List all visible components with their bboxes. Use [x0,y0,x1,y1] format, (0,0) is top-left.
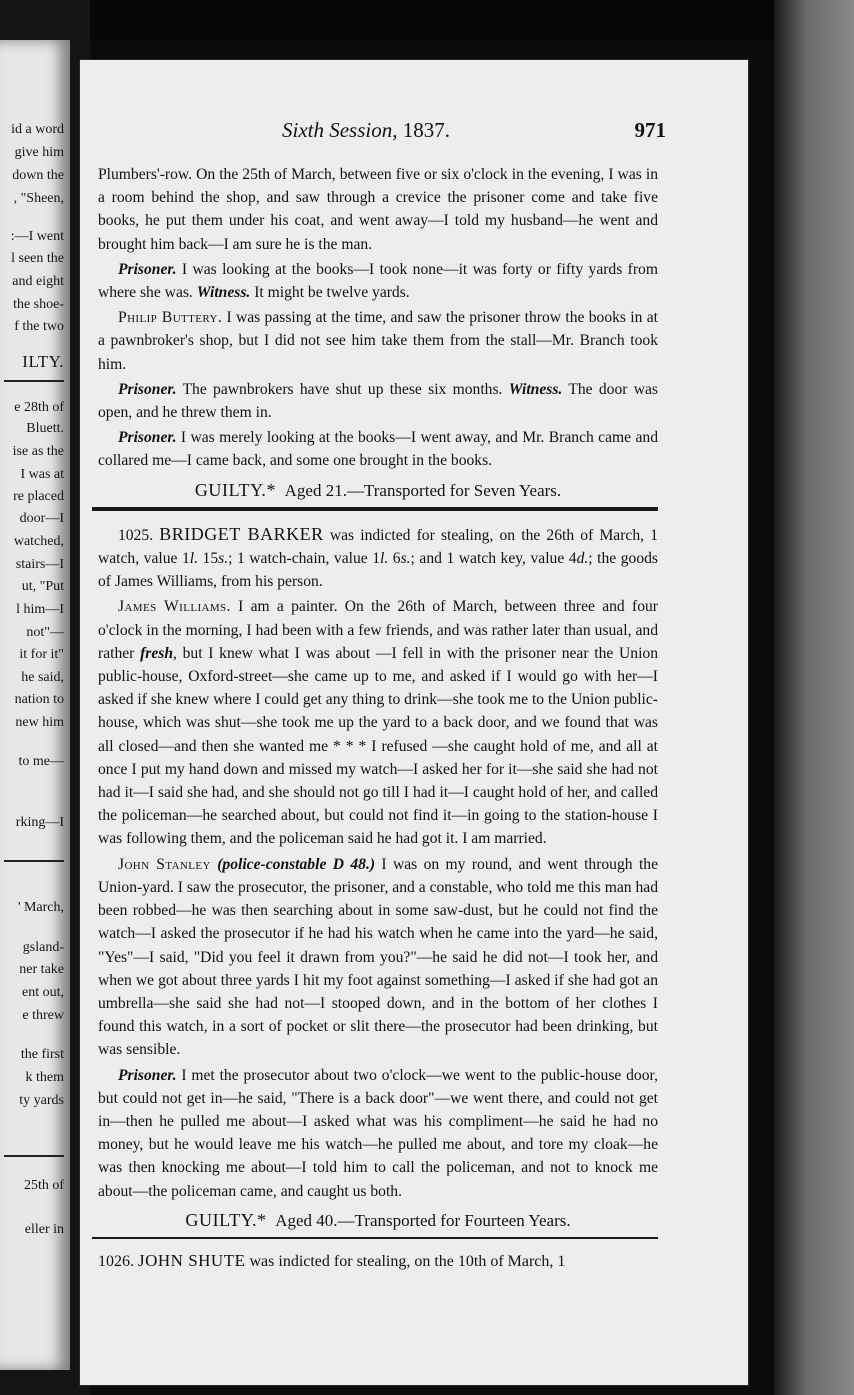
left-page-text-fragment: re placed [13,489,64,504]
paragraph-prisoner: Prisoner. The pawnbrokers have shut up these six months. Witness. The door was open, and he threw them in. [98,380,659,422]
page-header [80,118,748,148]
left-page-text-fragment: it for it" [19,647,64,662]
left-page-text-fragment: door—I [19,511,64,526]
right-background [774,0,854,1395]
left-page-text-fragment: ty yards [19,1093,64,1108]
paragraph-testimony: Plumbers'-row. On the 25th of March, between five or six o'clock in the evening, I was in a room behind the shop, and saw through a crevice the prisoner come and take five books, he put them under his coat, and went away—I told my husband—he went and brought him back—I am sure he is the man. [98,166,658,253]
left-page-text-fragment: he said, [21,670,64,685]
left-page-text-fragment: 25th of [23,1178,64,1193]
top-shadow [0,0,854,40]
left-page-text-fragment: , "Sheen, [13,191,64,206]
left-page-text-fragment: ' March, [17,900,64,915]
left-page-text-fragment: f the two [14,319,64,334]
running-head: Sixth Session, 1837. [282,118,450,142]
left-page-text-fragment: Bluett. [26,421,64,436]
paragraph-prisoner: Prisoner. I was merely looking at the books—I went away, and Mr. Branch came and collared me—I came back, and some one brought in the books. [98,429,658,470]
left-page-fragment [0,40,70,1370]
paragraph-witness-buttery: Philip Buttery. I was passing at the time, and saw the prisoner throw the books in at a pawnbroker's shop, but I did not see him take them from the stall—Mr. Branch took him. [98,309,658,373]
left-page-text-fragment: gsland- [22,940,64,955]
left-page-text-fragment: :—I went [10,229,64,244]
paragraph-witness-williams: James Williams. I am a painter. On the 26th of March, between three and four o'clock in the morning, I had been with a few friends, and was rather later than usual, and rather fresh, but I knew what I was about —I fell in with the prisoner near the Union public-house, Oxford-street—she came up to me, and asked if I would go with her—I asked if she knew where I could get any thing to drink—she took me to the Union public-house, which was shut—she took me up the yard to a back door, and we found that was all closed—and then she wanted me * * * I refused —she caught hold of me, and all at once I put my hand down and missed my watch—I asked her for it—she said she had not had it—I said she had, and she should not go till I had it—I caught hold of her, and called the policeman—he searched about, but could not find it—in going to the station-house I was following them, and the policeman said he had got it. I am married. [98,598,658,848]
left-page-text-fragment: give him [14,145,64,160]
left-page-text-fragment: e threw [22,1008,64,1023]
left-page-text-fragment: ent out, [22,985,64,1000]
paragraph-prisoner: Prisoner. I was looking at the books—I took none—it was forty or fifty yards from where she was. Witness. It might be twelve yards. [98,260,658,302]
left-page-text-fragment: new him [15,715,64,730]
left-page-text-fragment: watched, [13,534,64,549]
left-page-text-fragment: stairs—I [15,557,64,572]
left-page-text-fragment: the first [20,1047,64,1062]
left-page-text-fragment: and eight [12,274,64,289]
case-divider [92,507,658,511]
left-page-text-fragment: e 28th of [14,400,64,415]
left-page-text-fragment: to me— [18,754,64,769]
verdict: GUILTY.* Aged 21.—Transported for Seven Years. [194,479,562,500]
left-page-text-fragment: rking—I [15,815,64,830]
paragraph-witness-stanley: John Stanley (police-constable D 48.) I was on my round, and went through the Union-yard. I saw the prosecutor, the prisoner, and a constable, who told me this man had been robbed—he was then searching about in some saw-dust, but he could not find the watch—I asked the prosecutor if he had his watch when he came into the yard—he said, "Yes"—I said, "Did you feel it drawn from you?"—he said he did not—I took her, and when we got about three yards I hit my foot against something—I asked if she had got an umbrella—she said she had not—I stooped down, and in the bottom of her clothes I found this watch, in a sort of pocket or slit there—the prosecutor had been drinking, but was sensible. [98,855,658,1059]
left-page-text-fragment: eller in [24,1222,64,1237]
book-page [80,60,748,1385]
left-page-text-fragment: ise as the [12,444,64,459]
left-page-rule [4,1155,64,1157]
left-page-text-fragment: ILTY. [22,352,64,371]
verdict: GUILTY.* Aged 40.—Transported for Fourteen Years. [185,1209,571,1230]
left-page-text-fragment: id a word [11,122,64,137]
case-heading: 1026. JOHN SHUTE was indicted for stealing, on the 10th of March, 1 [98,1250,566,1270]
left-page-text-fragment: not"— [26,625,64,640]
left-page-rule [4,860,64,862]
left-page-text-fragment: nation to [14,692,64,707]
case-divider [92,1237,658,1239]
case-heading: 1025. BRIDGET BARKER was indicted for stealing, on the 26th of March, 1 watch, value 1l. 15s.; 1 watch-chain, value 1l. 6s.; and 1 watch key, value 4d.; the goods of James Williams, from his person. [98,523,658,591]
left-page-rule [4,380,64,382]
left-page-text-fragment: I was at [20,467,64,482]
page-number: 971 [634,118,666,142]
left-page-text-fragment: ut, "Put [21,579,64,594]
paragraph-prisoner: Prisoner. I met the prosecutor about two o'clock—we went to the public-house door, but could not get in—he said, "There is a back door"—we went there, and could not get in—then he pulled me about—I asked what was his compliment—he said he had no money, but he would leave me his watch—he pulled me about, and tore my cloak—he was then knocking me about—I told him to call the policeman, and not to knock me about—the policeman came, and caught us both. [98,1066,658,1200]
left-page-text-fragment: l seen the [11,251,64,266]
left-page-text-fragment: k them [25,1070,64,1085]
left-page-text-fragment: down the [12,168,64,183]
page-body [98,163,658,1273]
left-page-text-fragment: the shoe- [13,297,64,312]
left-page-text-fragment: ner take [19,962,64,977]
left-page-text-fragment: l him—I [16,602,64,617]
